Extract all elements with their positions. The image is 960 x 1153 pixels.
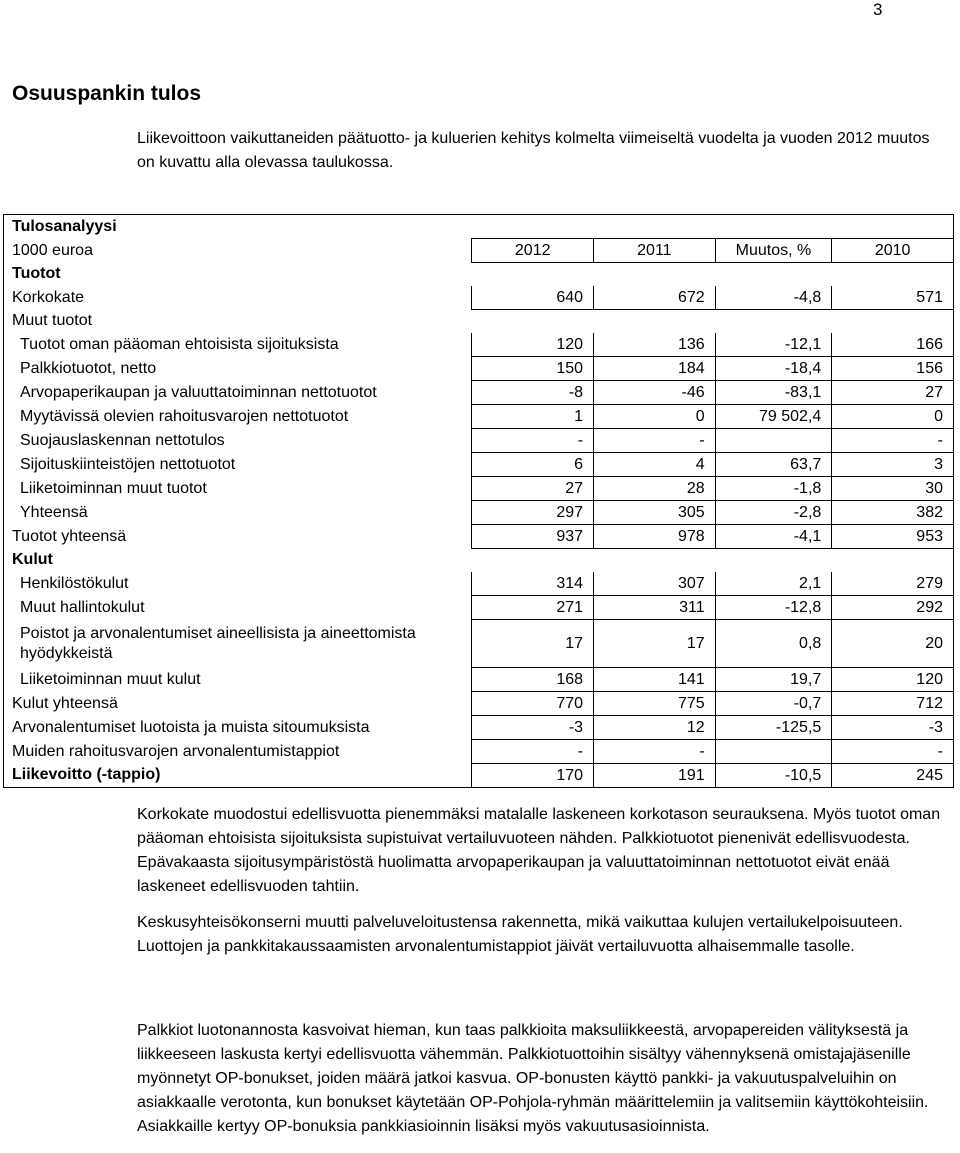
table-row — [4, 572, 954, 596]
table-cell: 12 — [594, 716, 716, 740]
table-cell: -125,5 — [715, 716, 832, 740]
table-cell: -83,1 — [715, 381, 832, 405]
column-header: 2010 — [832, 239, 954, 263]
table-cell: 245 — [832, 764, 954, 788]
table-cell — [472, 310, 594, 334]
table-cell: -0,7 — [715, 692, 832, 716]
row-label: Muut tuotot — [12, 312, 93, 330]
table-cell — [832, 549, 954, 573]
table-row — [4, 286, 954, 310]
table-cell — [715, 263, 832, 287]
table-cell: 271 — [472, 596, 594, 620]
row-label: Poistot ja arvonalentumiset aineellisista ja aineettomista hyödykkeistä — [20, 624, 416, 662]
table-cell: 279 — [832, 572, 954, 596]
table-row — [4, 357, 954, 381]
intro-paragraph: Liikevoittoon vaikuttaneiden päätuotto- ja kuluerien kehitys kolmelta viimeiseltä vuodelta ja vuoden 2012 muutos on kuvattu alla olevassa taulukossa. — [137, 130, 930, 171]
table-cell: -46 — [594, 381, 716, 405]
table-cell: - — [472, 740, 594, 764]
table-unit: 1000 euroa — [12, 241, 93, 259]
table-cell: - — [832, 429, 954, 453]
table-cell: 571 — [832, 286, 954, 310]
table-cell — [832, 263, 954, 287]
table-cell: 191 — [594, 764, 716, 788]
paragraph-commissions: Palkkiot luotonannosta kasvoivat hieman, kun taas palkkioita maksuliikkeestä, arvopapereiden välityksestä ja liikkeeseen laskusta kertyi edellisvuotta vähemmän. Palkkiotuottoihin sisältyy vähennyksenä omistajajäsenille myönnetyt OP-bonukset, joiden määrä jatkoi kasvua. OP-bonusten käyttö pankki- ja vakuutuspalveluihin on asiakkaalle verotonta, kun bonukset käytetään OP-Pohjola-ryhmän määrittelemiin ja valitsemiin käyttökohteisiin. Asiakkaille kertyy OP-bonuksia pankkiasioinnin lisäksi myös vakuutusasioinnista. — [137, 1022, 929, 1135]
table-row — [4, 381, 954, 405]
table-row — [4, 525, 954, 549]
row-label: Tuotot — [12, 265, 61, 283]
table-cell: -3 — [832, 716, 954, 740]
table-cell: 166 — [832, 333, 954, 357]
table-cell: -3 — [472, 716, 594, 740]
table-cell — [715, 549, 832, 573]
table-cell: 28 — [594, 477, 716, 501]
table-row — [4, 429, 954, 453]
row-label: Yhteensä — [20, 503, 88, 521]
row-label: Kulut — [12, 551, 53, 569]
page-number: 3 — [873, 0, 883, 19]
table-row — [4, 310, 954, 334]
table-title: Tulosanalyysi — [12, 217, 117, 235]
table-cell: 4 — [594, 453, 716, 477]
table-row — [4, 740, 954, 764]
page-title: Osuuspankin tulos — [12, 82, 202, 105]
table-cell — [715, 429, 832, 453]
table-row — [4, 501, 954, 525]
table-cell: 120 — [832, 668, 954, 692]
table-cell: 311 — [594, 596, 716, 620]
table-cell: 6 — [472, 453, 594, 477]
table-cell: -2,8 — [715, 501, 832, 525]
table-cell: 3 — [832, 453, 954, 477]
table-row — [4, 477, 954, 501]
table-row — [4, 405, 954, 429]
table-cell: 937 — [472, 525, 594, 549]
table-cell: 672 — [594, 286, 716, 310]
row-label: Henkilöstökulut — [20, 574, 129, 592]
table-cell: - — [832, 740, 954, 764]
table-cell — [472, 549, 594, 573]
table-cell: 292 — [832, 596, 954, 620]
table-cell: 1 — [472, 405, 594, 429]
table-cell — [594, 310, 716, 334]
row-label: Palkkiotuotot, netto — [20, 359, 157, 377]
table-cell: 27 — [832, 381, 954, 405]
table-cell: 63,7 — [715, 453, 832, 477]
table-cell: 0 — [594, 405, 716, 429]
table-row — [4, 453, 954, 477]
paragraph-costs: Keskusyhteisökonserni muutti palveluveloitustensa rakennetta, mikä vaikuttaa kulujen vertailukelpoisuuteen. Luottojen ja pankkitakaussaamisten arvonalentumistappiot jäivät vertailuvuotta alhaisemmalle tasolle. — [137, 914, 903, 955]
row-label: Kulut yhteensä — [12, 694, 118, 712]
table-cell: -1,8 — [715, 477, 832, 501]
table-cell: 770 — [472, 692, 594, 716]
table-cell: 150 — [472, 357, 594, 381]
table-row — [4, 549, 954, 573]
table-row — [4, 764, 954, 788]
results-table — [3, 214, 954, 788]
table-cell: 712 — [832, 692, 954, 716]
table-cell: - — [594, 740, 716, 764]
table-cell — [715, 740, 832, 764]
table-cell: -12,8 — [715, 596, 832, 620]
table-cell: 0 — [832, 405, 954, 429]
column-header: 2011 — [594, 239, 716, 263]
table-cell: - — [472, 429, 594, 453]
table-cell — [472, 263, 594, 287]
row-label: Tuotot yhteensä — [12, 527, 127, 545]
table-cell: 27 — [472, 477, 594, 501]
row-label: Tuotot oman pääoman ehtoisista sijoituksista — [20, 335, 339, 353]
table-cell — [715, 310, 832, 334]
column-header: Muutos, % — [715, 239, 832, 263]
table-cell: -12,1 — [715, 333, 832, 357]
table-row — [4, 596, 954, 620]
table-cell — [832, 310, 954, 334]
table-cell: 120 — [472, 333, 594, 357]
table-cell: 640 — [472, 286, 594, 310]
table-cell: 314 — [472, 572, 594, 596]
table-cell: 168 — [472, 668, 594, 692]
table-cell: 30 — [832, 477, 954, 501]
table-cell: 307 — [594, 572, 716, 596]
table-cell: 978 — [594, 525, 716, 549]
table-row — [4, 692, 954, 716]
table-cell: 297 — [472, 501, 594, 525]
table-cell: 305 — [594, 501, 716, 525]
row-label: Liiketoiminnan muut tuotot — [20, 479, 207, 497]
table-row — [4, 263, 954, 287]
table-cell: 382 — [832, 501, 954, 525]
table-cell: 17 — [472, 620, 594, 668]
table-cell: -18,4 — [715, 357, 832, 381]
table-cell: 0,8 — [715, 620, 832, 668]
table-cell: -4,8 — [715, 286, 832, 310]
row-label: Arvopaperikaupan ja valuuttatoiminnan nettotuotot — [20, 383, 377, 401]
row-label: Myytävissä olevien rahoitusvarojen nettotuotot — [20, 407, 349, 425]
row-label: Muiden rahoitusvarojen arvonalentumistappiot — [12, 742, 340, 760]
table-cell — [594, 263, 716, 287]
table-cell: 17 — [594, 620, 716, 668]
row-label: Arvonalentumiset luotoista ja muista sitoumuksista — [12, 718, 370, 736]
table-cell: 19,7 — [715, 668, 832, 692]
table-cell: 141 — [594, 668, 716, 692]
table-row — [4, 620, 954, 668]
table-cell: - — [594, 429, 716, 453]
row-label: Muut hallintokulut — [20, 598, 145, 616]
table-cell — [594, 549, 716, 573]
row-label: Liikevoitto (-tappio) — [12, 766, 161, 784]
row-label: Suojauslaskennan nettotulos — [20, 431, 225, 449]
table-cell: 2,1 — [715, 572, 832, 596]
table-cell: 170 — [472, 764, 594, 788]
table-cell: 953 — [832, 525, 954, 549]
row-label: Sijoituskiinteistöjen nettotuotot — [20, 455, 236, 473]
paragraph-interest: Korkokate muodostui edellisvuotta pienemmäksi matalalle laskeneen korkotason seurauksena. Myös tuotot oman pääoman ehtoisista sijoituksista supistuivat vertailuvuoteen nähden. Palkkiotuotot pienenivät edellisvuodesta. Epävakaasta sijoitusympäristöstä huolimatta arvopaperikaupan ja valuuttatoiminnan nettotuotot eivät enää laskeneet edellisvuoden tahtiin. — [137, 806, 941, 895]
table-cell: 136 — [594, 333, 716, 357]
column-header: 2012 — [472, 239, 594, 263]
table-cell: 79 502,4 — [715, 405, 832, 429]
table-cell: 20 — [832, 620, 954, 668]
table-cell: 775 — [594, 692, 716, 716]
table-row — [4, 333, 954, 357]
row-label: Liiketoiminnan muut kulut — [20, 670, 201, 688]
table-cell: -10,5 — [715, 764, 832, 788]
table-cell: -4,1 — [715, 525, 832, 549]
table-cell: -8 — [472, 381, 594, 405]
table-row — [4, 668, 954, 692]
table-cell: 156 — [832, 357, 954, 381]
table-row — [4, 716, 954, 740]
row-label: Korkokate — [12, 288, 85, 306]
table-cell: 184 — [594, 357, 716, 381]
